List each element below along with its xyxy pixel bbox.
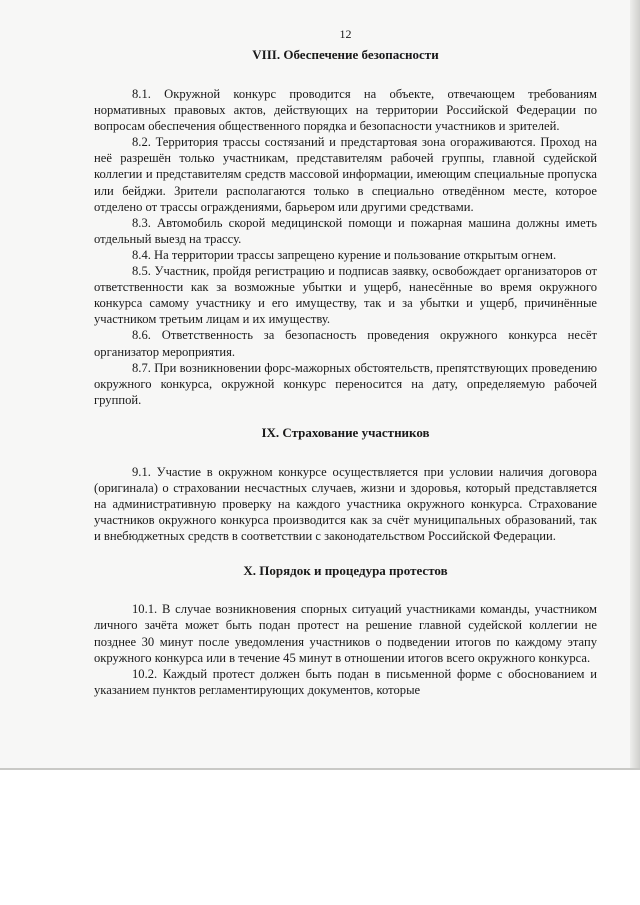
page-number: 12 [339, 27, 352, 41]
document-page [94, 0, 597, 698]
paragraph-8-4: 8.4. На территории трассы запрещено курение и пользование открытым огнем. [132, 247, 557, 262]
section-title-ix: IX. Страхование участников [261, 424, 430, 440]
paragraph-8-2: 8.2. Территория трассы состязаний и предстартовая зона огораживаются. Проход на неё разрешён только участникам, представителям рабочей группы, главной судейской коллегии и представителям средств массовой информации, имеющим специальные пропуска или бейджи. Зрители располагаются только в специально отведённом месте, которое отделено от трассы ограждениями, барьером или другими средствами. [94, 135, 597, 214]
paragraph-10-1: 10.1. В случае возникновения спорных ситуаций участниками команды, участником личного зачёта может быть подан протест на решение главной судейской коллегии не позднее 30 минут после уведомления участников о подведении итогов по каждому этапу окружного конкурса или в течение 45 минут в отношении итогов всего окружного конкурса. [94, 602, 597, 665]
paragraph-8-7: 8.7. При возникновении форс-мажорных обстоятельств, препятствующих проведению окружного конкурса, окружной конкурс переносится на дату, определяемую рабочей группой. [94, 360, 597, 407]
paragraph-8-3: 8.3. Автомобиль скорой медицинской помощи и пожарная машина должны иметь отдельный выезд на трассу. [94, 215, 597, 246]
section-title-x: X. Порядок и процедура протестов [243, 563, 448, 579]
section-title-viii: VIII. Обеспечение безопасности [252, 47, 439, 62]
paragraph-9-1: 9.1. Участие в окружном конкурсе осуществляется при условии наличия договора (оригинала) о страховании несчастных случаев, жизни и здоровья, который представляется на административную проверку на каждого участника окружного конкурса. Страхование участников окружного конкурса производится как за счёт муниципальных образований, так и внебюджетных средств в соответствии с законодательством Российской Федерации. [94, 464, 597, 544]
paragraph-8-5: 8.5. Участник, пройдя регистрацию и подписав заявку, освобождает организаторов от ответственности как за возможные убытки и ущерб, нанесённые во время окружного конкурса самому участнику и его имуществу, так и за убытки и ущерб, причинённые участником третьим лицам и их имуществу. [94, 264, 597, 327]
paragraph-10-2: 10.2. Каждый протест должен быть подан в письменной форме с обоснованием и указанием пунктов регламентирующих документов, которые [94, 666, 597, 697]
scan-edge-shadow [630, 0, 640, 768]
paragraph-8-6: 8.6. Ответственность за безопасность проведения окружного конкурса несёт организатор мероприятия. [94, 328, 597, 359]
paragraph-8-1: 8.1. Окружной конкурс проводится на объекте, отвечающем требованиям нормативных правовых актов, действующих на территории Российской Федерации по вопросам обеспечения общественного порядка и безопасности участников и зрителей. [94, 87, 597, 134]
